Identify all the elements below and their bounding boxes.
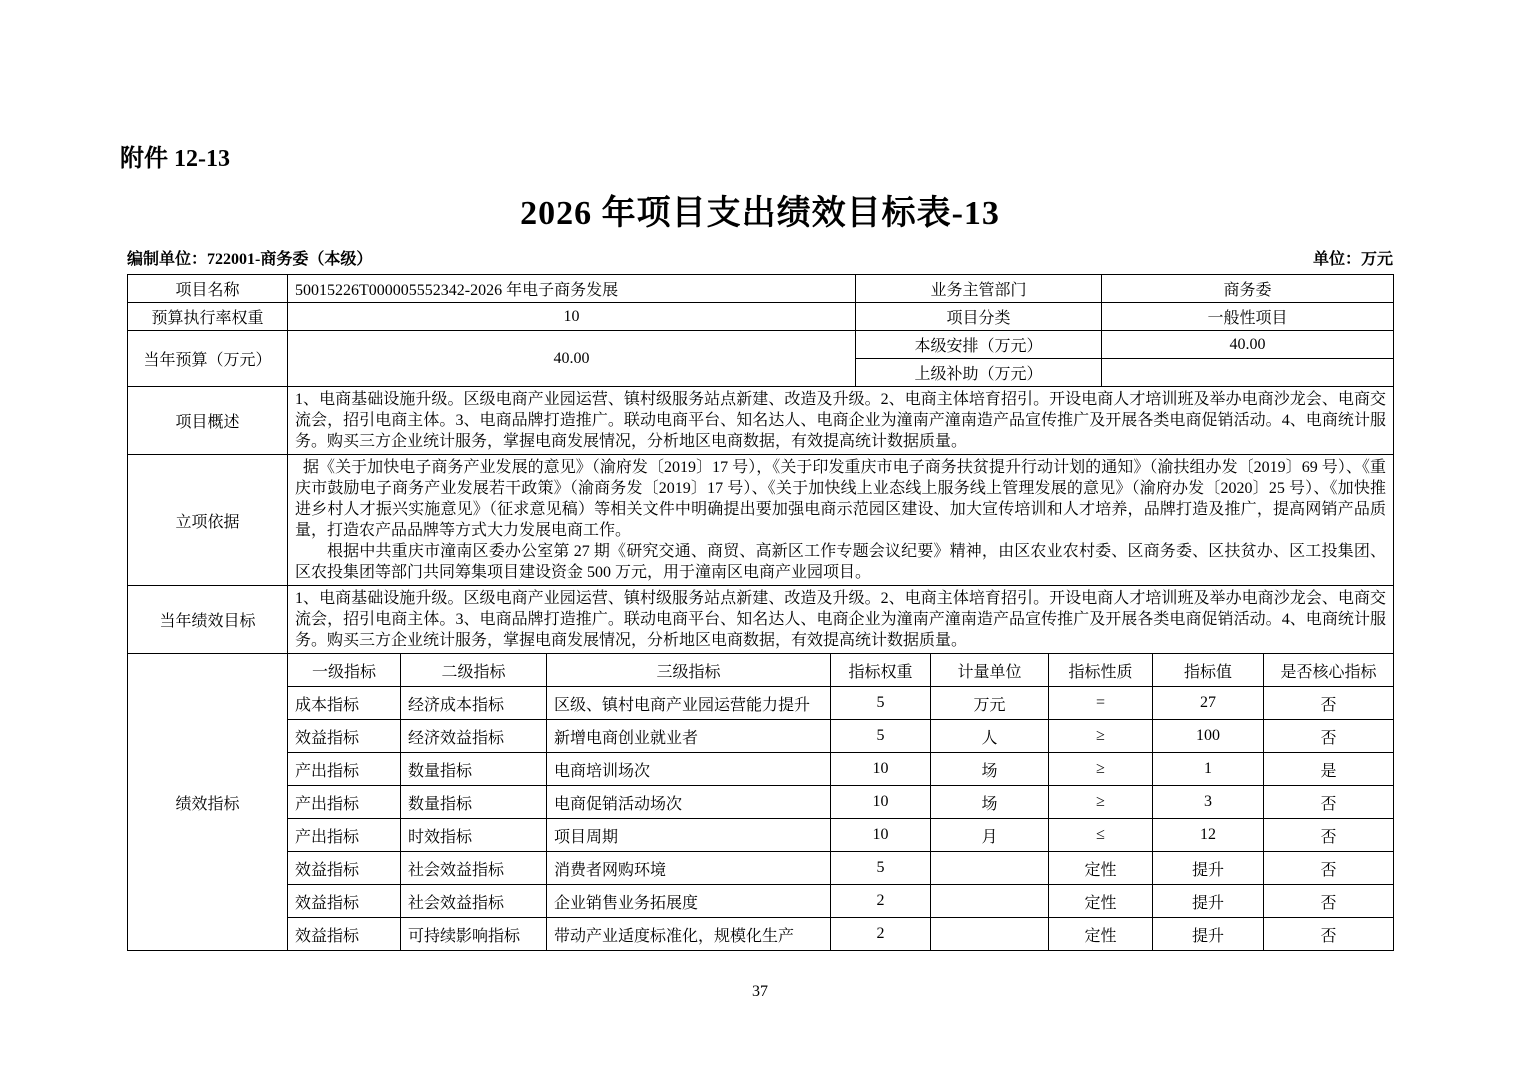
indicator-cell: 月 [931,819,1049,852]
indicator-cell: 效益指标 [288,885,401,918]
indicator-cell: 10 [831,786,931,819]
budget-weight-value: 10 [288,303,856,331]
indicator-row [128,852,1394,885]
indicator-cell: 否 [1264,720,1394,753]
table-row [128,586,1394,654]
indicator-cell: 人 [931,720,1049,753]
indicator-cell [931,918,1049,951]
indicator-cell: 万元 [931,687,1049,720]
indicator-cell: 5 [831,720,931,753]
attachment-label: 附件 12-13 [120,146,230,172]
prepared-by: 编制单位：722001-商务委（本级） [127,251,373,268]
indicator-row [128,720,1394,753]
project-name-label: 项目名称 [128,275,288,303]
indicator-cell: 定性 [1049,918,1153,951]
indicator-cell: 5 [831,687,931,720]
indicator-cell: 否 [1264,852,1394,885]
indicator-cell: 社会效益指标 [401,885,547,918]
indicator-cell: 可持续影响指标 [401,918,547,951]
indicator-cell: 场 [931,753,1049,786]
indicator-cell: 消费者网购环境 [547,852,831,885]
overview-label: 项目概述 [128,387,288,455]
info-table [127,274,1394,387]
indicator-cell: 2 [831,885,931,918]
overview-text: 1、电商基础设施升级。区级电商产业园运营、镇村级服务站点新建、改造及升级。2、电商主体培育招引。开设电商人才培训班及举办电商沙龙会、电商交流会，招引电商主体。3、电商品牌打造推广。联动电商平台、知名达人、电商企业为潼南产潼南造产品宣传推广及开展各类电商促销活动。4、电商统计服务。购买三方企业统计服务，掌握电商发展情况，分析地区电商数据，有效提高统计数据质量。 [288,387,1394,455]
indicator-cell: 提升 [1153,918,1264,951]
indicator-cell: = [1049,687,1153,720]
page-number: 37 [752,983,768,1000]
indicator-cell: 2 [831,918,931,951]
indicator-cell: 产出指标 [288,753,401,786]
indicator-cell: 定性 [1049,852,1153,885]
indicator-row [128,819,1394,852]
indicator-row [128,753,1394,786]
indicator-cell: ≥ [1049,720,1153,753]
column-header: 指标权重 [831,654,931,687]
table-row [128,275,1394,303]
indicator-cell: 企业销售业务拓展度 [547,885,831,918]
indicator-cell: 产出指标 [288,819,401,852]
column-header: 指标性质 [1049,654,1153,687]
category-label: 项目分类 [856,303,1102,331]
basis-text [288,455,1394,586]
indicator-cell: 数量指标 [401,786,547,819]
indicator-cell: 社会效益指标 [401,852,547,885]
project-name-value: 50015226T000005552342-2026 年电子商务发展 [288,275,856,303]
indicator-cell: 3 [1153,786,1264,819]
indicator-cell: ≥ [1049,753,1153,786]
indicator-cell: 电商培训场次 [547,753,831,786]
indicator-cell: 经济效益指标 [401,720,547,753]
indicator-cell: 27 [1153,687,1264,720]
column-header: 一级指标 [288,654,401,687]
column-header: 指标值 [1153,654,1264,687]
indicator-cell: 否 [1264,885,1394,918]
indicator-cell: 否 [1264,918,1394,951]
table-row [128,387,1394,455]
category-value: 一般性项目 [1102,303,1394,331]
indicator-row [128,687,1394,720]
indicator-cell: 否 [1264,687,1394,720]
text-sections-table [127,386,1394,654]
indicator-cell: 效益指标 [288,918,401,951]
indicator-cell: 定性 [1049,885,1153,918]
year-budget-label: 当年预算（万元） [128,331,288,387]
goal-text: 1、电商基础设施升级。区级电商产业园运营、镇村级服务站点新建、改造及升级。2、电商主体培育招引。开设电商人才培训班及举办电商沙龙会、电商交流会，招引电商主体。3、电商品牌打造推广。联动电商平台、知名达人、电商企业为潼南产潼南造产品宣传推广及开展各类电商促销活动。4、电商统计服务。购买三方企业统计服务，掌握电商发展情况，分析地区电商数据，有效提高统计数据质量。 [288,586,1394,654]
indicator-cell: 成本指标 [288,687,401,720]
basis-label: 立项依据 [128,455,288,586]
indicator-cell: 1 [1153,753,1264,786]
indicator-cell: 区级、镇村电商产业园运营能力提升 [547,687,831,720]
table-row [128,303,1394,331]
meta-row [127,246,1393,269]
indicator-cell: 带动产业适度标准化，规模化生产 [547,918,831,951]
table-row [128,455,1394,586]
basis-paragraph-2: 根据中共重庆市潼南区委办公室第 27 期《研究交通、商贸、高新区工作专题会议纪要》精神，由区农业农村委、区商务委、区扶贫办、区工投集团、区农投集团等部门共同筹集项目建设资金 500 万元，用于潼南区电商产业园项目。 [295,543,1386,581]
basis-paragraph-1: 据《关于加快电子商务产业发展的意见》（渝府发〔2019〕17 号），《关于印发重庆市电子商务扶贫提升行动计划的通知》（渝扶组办发〔2019〕69 号）、《重庆市鼓励电子商务产业发展若干政策》（渝商务发〔2019〕17 号）、《关于加快线上业态线上服务线上管理发展的意见》（渝府办发〔2020〕25 号）、《加快推进乡村人才振兴实施意见》（征求意见稿）等相关文件中明确提出要加强电商示范园区建设、加大宣传培训和人才培养，品牌打造及推广，提高网销产品质量，打造农产品品牌等方式大力发展电商工作。 [295,459,1386,539]
indicator-cell: ≥ [1049,786,1153,819]
indicator-cell: 否 [1264,786,1394,819]
indicator-cell: 产出指标 [288,786,401,819]
indicators-table [127,653,1394,951]
indicator-header-row [128,654,1394,687]
indicators-section-label: 绩效指标 [128,654,288,951]
indicator-cell: 效益指标 [288,720,401,753]
table-row [128,331,1394,359]
indicator-cell: 数量指标 [401,753,547,786]
indicator-cell: 经济成本指标 [401,687,547,720]
indicator-cell: 时效指标 [401,819,547,852]
indicator-cell: 项目周期 [547,819,831,852]
indicator-cell: 10 [831,753,931,786]
local-arrangement-label: 本级安排（万元） [856,331,1102,359]
subsidy-value [1102,359,1394,387]
indicator-cell: ≤ [1049,819,1153,852]
indicator-cell: 是 [1264,753,1394,786]
budget-weight-label: 预算执行率权重 [128,303,288,331]
column-header: 三级指标 [547,654,831,687]
year-budget-value: 40.00 [288,331,856,387]
indicator-cell: 12 [1153,819,1264,852]
indicator-row [128,786,1394,819]
indicator-cell: 5 [831,852,931,885]
indicator-row [128,918,1394,951]
column-header: 计量单位 [931,654,1049,687]
indicator-cell: 否 [1264,819,1394,852]
indicator-cell: 提升 [1153,885,1264,918]
indicator-cell: 场 [931,786,1049,819]
goal-label: 当年绩效目标 [128,586,288,654]
indicator-cell [931,885,1049,918]
indicator-tbody [128,654,1394,951]
local-arrangement-value: 40.00 [1102,331,1394,359]
indicator-cell: 效益指标 [288,852,401,885]
indicator-cell: 10 [831,819,931,852]
unit-note: 单位：万元 [1312,251,1393,268]
indicator-cell: 100 [1153,720,1264,753]
column-header: 二级指标 [401,654,547,687]
subsidy-label: 上级补助（万元） [856,359,1102,387]
dept-label: 业务主管部门 [856,275,1102,303]
indicator-row [128,885,1394,918]
indicator-cell: 新增电商创业就业者 [547,720,831,753]
indicator-cell [931,852,1049,885]
indicator-cell: 电商促销活动场次 [547,786,831,819]
page-title: 2026 年项目支出绩效目标表-13 [520,195,1000,232]
column-header: 是否核心指标 [1264,654,1394,687]
dept-value: 商务委 [1102,275,1394,303]
indicator-cell: 提升 [1153,852,1264,885]
